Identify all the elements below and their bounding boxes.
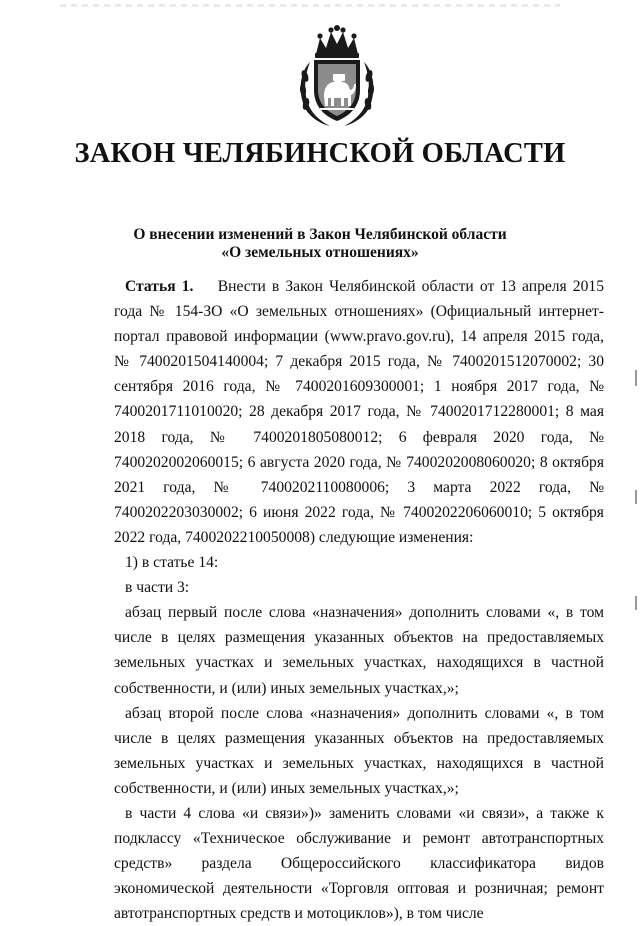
scan-margin-mark (635, 490, 637, 504)
law-subtitle-line-1: О внесении изменений в Закон Челябинской области (133, 226, 507, 243)
scan-margin-mark (635, 596, 637, 610)
amendment-paragraph: 1) в статье 14: (125, 554, 219, 572)
law-subtitle-line-2: «О земельных отношениях» (221, 244, 419, 261)
amendment-paragraph: в части 4 слова «и связи»)» заменить словами «и связи», а также к подклассу «Техническое обслуживание и ремонт автотранспортных средств» раздела Общероссийского классификатора видов экономической деятельности «Торговля оптовая и розничная; ремонт автотранспортных средств и мотоциклов»), в том числе (114, 804, 604, 923)
article-intro-paragraph (114, 274, 604, 550)
scan-margin-mark (635, 370, 637, 386)
amendment-paragraph: абзац второй после слова «назначения» дополнить словами «, в том числе в целях размещения указанных объектов на предоставляемых земельных участках и земельных участках, находящихся в частной собственности, и (или) иных земельных участках,»; (114, 704, 604, 797)
amendment-paragraph: в части 3: (125, 579, 190, 597)
article-label: Статья 1. (125, 278, 194, 295)
article-intro-text: Внести в Закон Челябинской области от 13 апреля 2015 года № 154-ЗО «О земельных отношениях» (Официальный интернет-портал правовой информации (www.pravo.gov.ru), 14 апреля 2015 года, № 7400201504140004; 7 декабря 2015 года, № 7400201512070002; 30 сентября 2016 года, № 7400201609300001; 1 ноября 2017 года, № 7400201711010020; 28 декабря 2017 года, № 7400201712280001; 8 мая 2018 года, № 7400201805080012; 6 февраля 2020 года, № 7400202002060015; 6 августа 2020 года, № 7400202008060020; 8 октября 2021 года, № 7400202110080006; 3 марта 2022 года, № 7400202203030002; 6 июня 2022 года, № 7400202206060010; 5 октября 2022 года, 7400202210050008) следующие изменения: (114, 278, 604, 546)
coat-of-arms-icon (294, 24, 380, 128)
scan-artifact (60, 4, 560, 7)
law-title: ЗАКОН ЧЕЛЯБИНСКОЙ ОБЛАСТИ (74, 138, 566, 169)
amendment-paragraph: абзац первый после слова «назначения» дополнить словами «, в том числе в целях размещения указанных объектов на предоставляемых земельных участках и земельных участках, находящихся в частной собственности, и (или) иных земельных участках,»; (114, 604, 604, 697)
law-body (114, 274, 604, 926)
